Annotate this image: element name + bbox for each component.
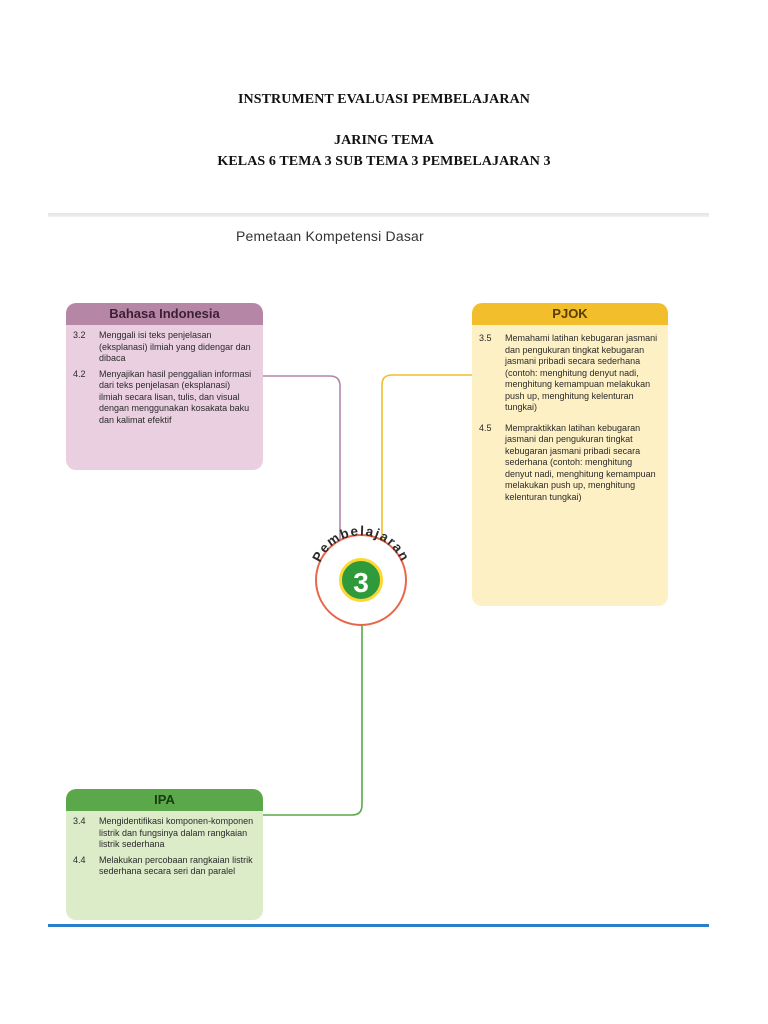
bahasa-item (73, 369, 255, 427)
ipa-item (73, 855, 255, 878)
pjok-item (479, 333, 660, 414)
box-pjok (472, 303, 668, 606)
item-text: Mempraktikkan latihan kebugaran jasmani dan pengukuran tingkat kebugaran jasmani pribadi secara sederhana (contoh: menghitung denyut nadi, menghitung kemampuan melakukan push up, menghitung kelenturan tungkai) (505, 422, 656, 502)
item-text: Menyajikan hasil penggalian informasi dari teks penjelasan (eksplanasi) ilmiah secara lisan, tulis, dan visual dengan menggunakan kosakata baku dan kalimat efektif (99, 368, 252, 425)
item-text: Memahami latihan kebugaran jasmani dan pengukuran tingkat kebugaran jasmani pribadi secara sederhana (contoh: menghitung denyut nadi, menghitung kemampuan melakukan push up, menghitung kelenturan tungkai) (505, 333, 658, 412)
hub-number: 3 (339, 558, 383, 602)
box-bahasa-title: Bahasa Indonesia (66, 303, 263, 325)
box-pjok-title: PJOK (472, 303, 668, 325)
document-subtitle: JARING TEMA (333, 133, 435, 148)
bottom-divider (48, 924, 709, 927)
connector-pjok (382, 375, 472, 545)
connector-bahasa (263, 376, 340, 545)
item-text: Melakukan percobaan rangkaian listrik sederhana secara seri dan paralel (99, 854, 253, 876)
item-number: 4.2 (73, 368, 86, 379)
item-number: 3.5 (479, 333, 492, 343)
map-title: Pemetaan Kompetensi Dasar (236, 228, 424, 244)
item-number: 4.5 (479, 422, 492, 433)
connector-ipa (263, 620, 362, 815)
item-number: 3.4 (73, 816, 86, 826)
item-text: Menggali isi teks penjelasan (eksplanasi) ilmiah yang didengar dan dibaca (99, 330, 251, 363)
item-text: Mengidentifikasi komponen-komponen listrik dan fungsinya dalam rangkaian listrik sederhana (99, 816, 254, 849)
box-ipa (66, 789, 263, 920)
item-number: 3.2 (73, 330, 86, 340)
bahasa-item (73, 330, 255, 365)
ipa-item (73, 816, 255, 851)
item-number: 4.4 (73, 854, 86, 865)
document-subtitle-class: KELAS 6 TEMA 3 SUB TEMA 3 PEMBELAJARAN 3 (217, 154, 551, 169)
box-bahasa-indonesia (66, 303, 263, 470)
pjok-item (479, 423, 660, 504)
document-title: INSTRUMENT EVALUASI PEMBELAJARAN (237, 92, 531, 107)
hub-label: Pembelajaran (309, 523, 413, 565)
box-ipa-title: IPA (66, 789, 263, 811)
